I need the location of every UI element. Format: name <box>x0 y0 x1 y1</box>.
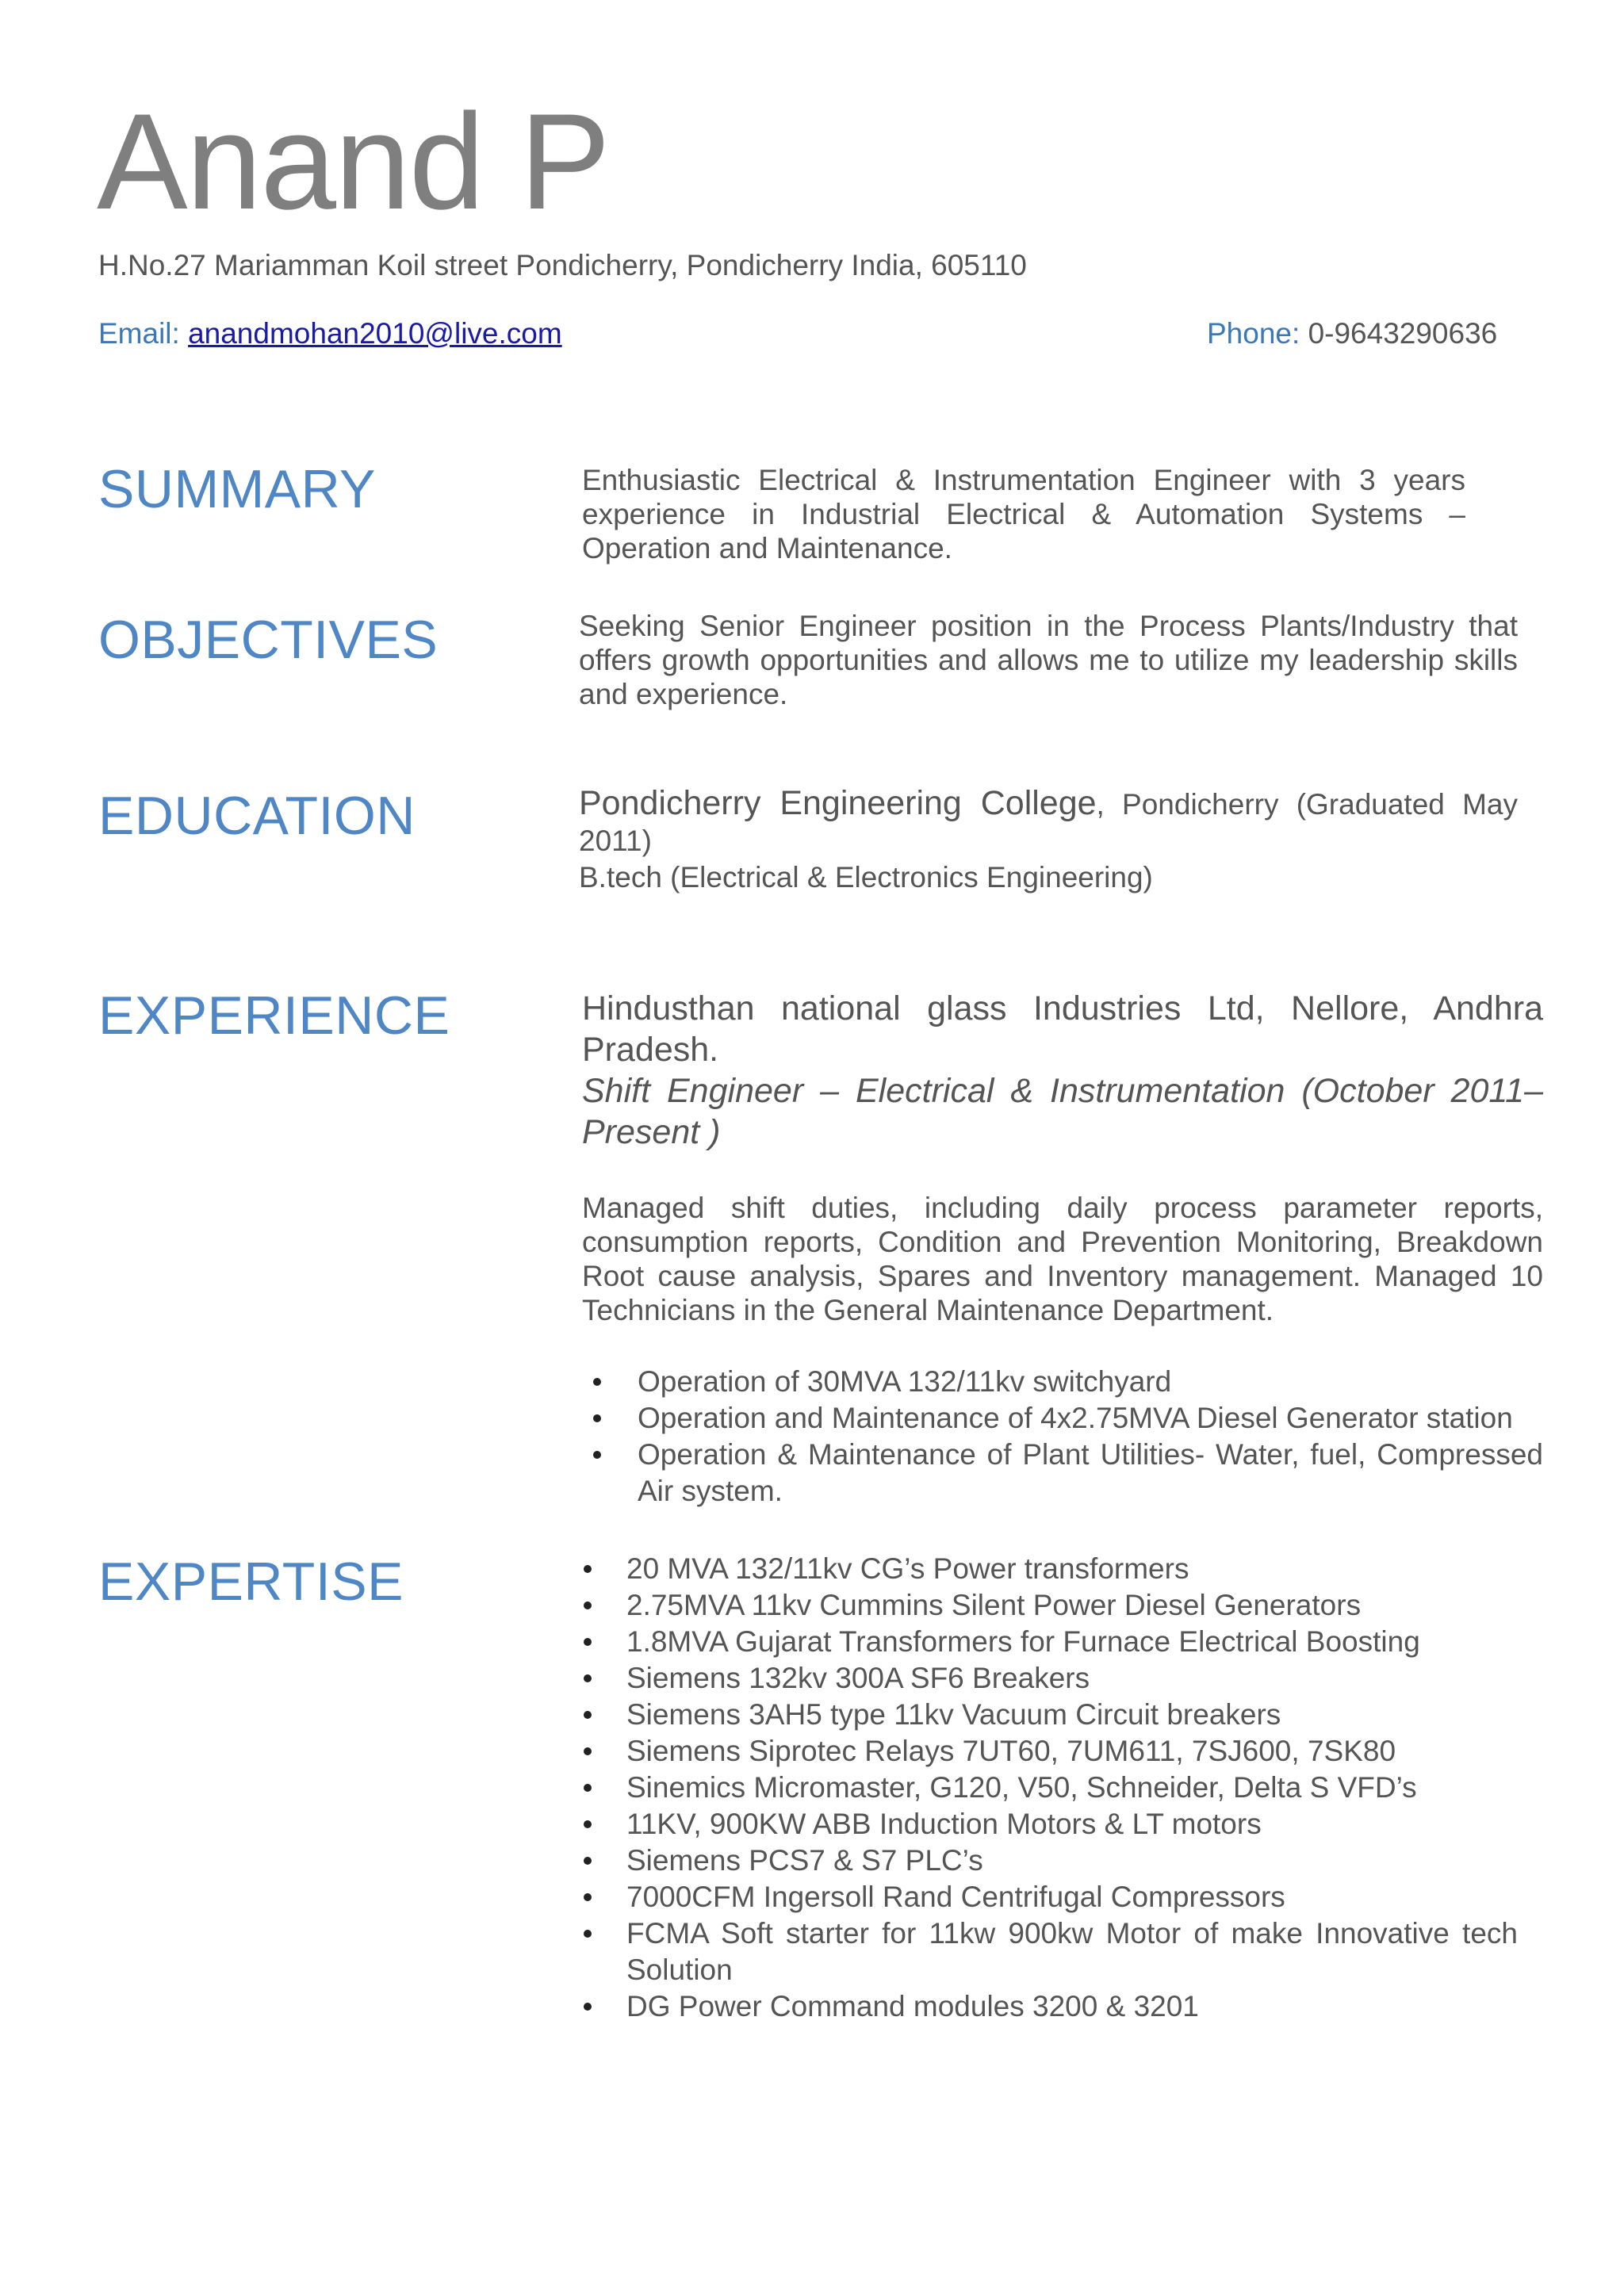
summary-paragraph: Enthusiastic Electrical & Instrumentation Engineer with 3 years experience in Industrial Electrical & Automation Systems – Operation and Maintenance. <box>582 464 1465 564</box>
candidate-name: Anand P <box>97 86 609 238</box>
bullet-icon <box>584 1820 592 1828</box>
job-description: Managed shift duties, including daily process parameter reports, consumption reports, Condition and Prevention Monitoring, Breakdown Root cause analysis, Spares and Inventory management. Managed 10 Technicians in the General Maintenance Department. <box>582 1192 1543 1326</box>
education-block <box>579 785 1518 896</box>
list-item: Operation and Maintenance of 4x2.75MVA Diesel Generator station <box>582 1400 1543 1437</box>
education-college-line <box>579 785 1518 859</box>
list-item: 11KV, 900KW ABB Induction Motors & LT motors <box>579 1806 1518 1843</box>
phone-line <box>1207 317 1497 350</box>
bullet-icon <box>584 1674 592 1682</box>
experience-bullets <box>582 1364 1543 1510</box>
experience-heading: EXPERIENCE <box>98 985 450 1046</box>
list-item: 7000CFM Ingersoll Rand Centrifugal Compressors <box>579 1879 1518 1915</box>
bullet-icon <box>593 1414 601 1422</box>
college-location: , Pondicherry (Graduated May 2011) <box>579 788 1518 857</box>
address: H.No.27 Mariamman Koil street Pondicherry, Pondicherry India, 605110 <box>98 249 1027 281</box>
list-item: DG Power Command modules 3200 & 3201 <box>579 1988 1518 2025</box>
list-item: Siemens PCS7 & S7 PLC’s <box>579 1843 1518 1879</box>
education-heading: EDUCATION <box>98 786 416 846</box>
expertise-heading: EXPERTISE <box>98 1552 404 1612</box>
email-line <box>98 317 562 350</box>
objectives-paragraph: Seeking Senior Engineer position in the Process Plants/Industry that offers growth opportunities and allows me to utilize my leadership skills and experience. <box>579 610 1518 710</box>
list-item: Siemens 132kv 300A SF6 Breakers <box>579 1660 1518 1697</box>
list-item: FCMA Soft starter for 11kw 900kw Motor of make Innovative tech Solution <box>579 1915 1518 1988</box>
summary-text <box>582 463 1465 565</box>
list-item: Operation & Maintenance of Plant Utilities- Water, fuel, Compressed Air system. <box>582 1437 1543 1510</box>
bullet-icon <box>584 1893 592 1901</box>
list-item: Operation of 30MVA 132/11kv switchyard <box>582 1364 1543 1400</box>
company-name: Hindusthan national glass Industries Ltd, Nellore, Andhra Pradesh. <box>582 989 1543 1069</box>
objectives-heading: OBJECTIVES <box>98 610 439 670</box>
summary-heading: SUMMARY <box>98 459 376 519</box>
bullet-icon <box>593 1378 601 1386</box>
degree: B.tech (Electrical & Electronics Engineering) <box>579 861 1153 894</box>
bullet-icon <box>584 1601 592 1609</box>
bullet-icon <box>584 1857 592 1865</box>
list-item: Siemens 3AH5 type 11kv Vacuum Circuit breakers <box>579 1697 1518 1733</box>
list-item: 1.8MVA Gujarat Transformers for Furnace Electrical Boosting <box>579 1624 1518 1660</box>
email-link[interactable]: anandmohan2010@live.com <box>188 317 562 350</box>
phone-number: 0-9643290636 <box>1308 317 1498 350</box>
list-item: 2.75MVA 11kv Cummins Silent Power Diesel Generators <box>579 1587 1518 1624</box>
job-role: Shift Engineer – Electrical & Instrumentation (October 2011– Present ) <box>582 1072 1543 1151</box>
bullet-icon <box>584 1565 592 1573</box>
expertise-block <box>579 1551 1518 2025</box>
objectives-text <box>579 609 1518 711</box>
expertise-list <box>579 1551 1518 2025</box>
phone-label: Phone: <box>1207 317 1308 350</box>
bullet-icon <box>584 1711 592 1719</box>
list-item: 20 MVA 132/11kv CG’s Power transformers <box>579 1551 1518 1587</box>
bullet-icon <box>584 1930 592 1938</box>
bullet-icon <box>584 1638 592 1646</box>
list-item: Siemens Siprotec Relays 7UT60, 7UM611, 7SJ600, 7SK80 <box>579 1733 1518 1770</box>
college-name: Pondicherry Engineering College <box>579 784 1097 822</box>
bullet-icon <box>584 1747 592 1755</box>
list-item: Sinemics Micromaster, G120, V50, Schneider, Delta S VFD’s <box>579 1770 1518 1806</box>
bullet-icon <box>584 1784 592 1792</box>
email-label: Email: <box>98 317 189 350</box>
bullet-icon <box>584 2003 592 2011</box>
experience-block <box>582 988 1543 1510</box>
bullet-icon <box>593 1451 601 1459</box>
